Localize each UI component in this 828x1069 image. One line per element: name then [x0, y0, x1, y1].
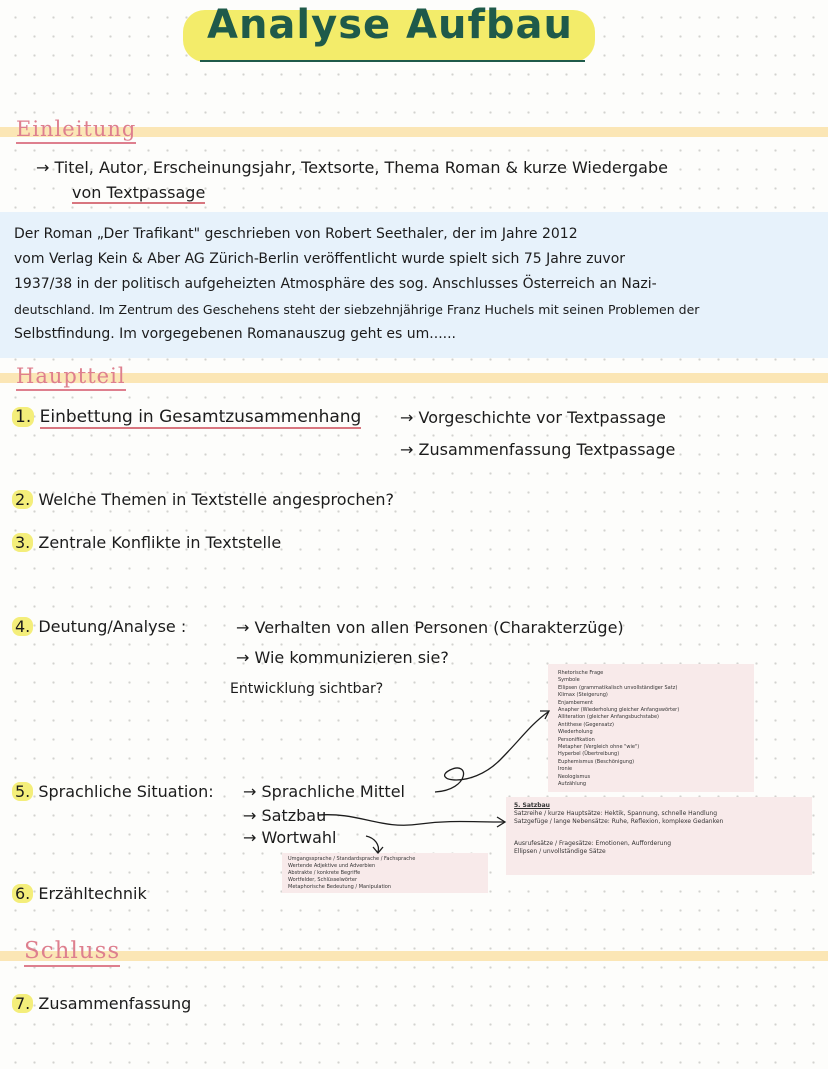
stilmittel-item: Enjambement — [558, 699, 593, 706]
item-5-sub-1: → Sprachliche Mittel — [243, 782, 405, 801]
section-band-schluss — [0, 951, 828, 961]
einleitung-bullet: → Titel, Autor, Erscheinungsjahr, Textsorte, Thema Roman & kurze Wiedergabe — [36, 158, 668, 177]
section-heading-einleitung: Einleitung — [16, 117, 136, 144]
item-5-sub-2: → Satzbau — [243, 806, 327, 825]
stilmittel-item: Euphemismus (Beschönigung) — [558, 758, 635, 765]
stilmittel-item: Anapher (Wiederholung gleicher Anfangswörter) — [558, 707, 680, 714]
item-number: 7. — [12, 994, 33, 1013]
item-1-sub-1: → Vorgeschichte vor Textpassage — [400, 408, 666, 427]
stilmittel-item: Ellipsen (grammatikalisch unvollständiger Satz) — [558, 684, 678, 691]
arrow-to-satzbau — [318, 815, 504, 826]
stilmittel-item: Personifikation — [558, 736, 595, 743]
arrow-right-icon: → — [400, 440, 414, 459]
intro-line: vom Verlag Kein & Aber AG Zürich-Berlin veröffentlicht wurde spielt sich 75 Jahre zuvor — [14, 251, 626, 267]
item-5-sub-3: → Wortwahl — [243, 828, 337, 847]
stilmittel-item: Wiederholung — [558, 729, 593, 736]
item-number: 3. — [12, 533, 33, 552]
item-number: 6. — [12, 884, 33, 903]
hauptteil-item-6: 6. Erzähltechnik — [12, 884, 147, 903]
stilmittel-item: Rhetorische Frage — [558, 670, 604, 676]
intro-line: Der Roman „Der Trafikant" geschrieben von Robert Seethaler, der im Jahre 2012 — [14, 226, 578, 242]
stilmittel-item: Aufzählung — [558, 781, 587, 788]
arrow-right-icon: → — [36, 158, 50, 177]
stilmittel-item: Alliteration (gleicher Anfangsbuchstabe) — [558, 714, 659, 721]
arrow-to-wortwahl — [366, 836, 378, 852]
satzbau-note-title: 5. Satzbau — [514, 802, 550, 809]
hauptteil-item-2: 2. Welche Themen in Textstelle angesprochen? — [12, 490, 394, 509]
wortwahl-note-line: Metaphorische Bedeutung / Manipulation — [288, 884, 392, 890]
stilmittel-item: Klimax (Steigerung) — [558, 692, 608, 699]
wortwahl-note-line: Umgangssprache / Standardsprache / Fachsprache — [288, 856, 416, 862]
section-heading-schluss: Schluss — [24, 938, 120, 967]
schluss-item-7: 7. Zusammenfassung — [12, 994, 191, 1013]
satzbau-note-line: Ausrufesätze / Fragesätze: Emotionen, Aufforderung — [514, 840, 672, 847]
intro-line: 1937/38 in der politisch aufgeheizten Atmosphäre des sog. Anschlusses Österreich an Nazi- — [14, 276, 657, 292]
arrow-right-icon: → — [243, 806, 257, 825]
item-number: 5. — [12, 782, 33, 801]
hauptteil-item-1: 1. Einbettung in Gesamtzusammenhang — [12, 407, 361, 427]
stilmittel-item: Antithese (Gegensatz) — [558, 721, 614, 728]
section-heading-hauptteil: Hauptteil — [16, 364, 126, 391]
arrow-to-stilmittel — [435, 712, 548, 792]
stilmittel-item: Hyperbel (Übertreibung) — [558, 751, 620, 758]
stilmittel-item: Metapher (Vergleich ohne "wie") — [558, 744, 640, 751]
intro-line: Selbstfindung. Im vorgegebenen Romanauszug geht es um...... — [14, 326, 456, 342]
item-4-sub-2: → Wie kommunizieren sie? — [236, 648, 449, 667]
arrow-right-icon: → — [400, 408, 414, 427]
wortwahl-note-line: Abstrakte / konkrete Begriffe — [288, 870, 361, 876]
page-title: Analyse Aufbau — [206, 2, 573, 48]
item-4-sub-3: Entwicklung sichtbar? — [230, 681, 384, 697]
stilmittel-item: Symbole — [558, 677, 580, 684]
stilmittel-item: Ironie — [558, 766, 573, 773]
arrow-right-icon: → — [243, 828, 257, 847]
stilmittel-item: Neologismus — [558, 773, 591, 780]
intro-line: deutschland. Im Zentrum des Geschehens steht der siebzehnjährige Franz Huchels mit seinen Problemen der — [14, 302, 700, 317]
satzbau-note-line: Ellipsen / unvollständige Sätze — [514, 848, 606, 855]
item-1-sub-2: → Zusammenfassung Textpassage — [400, 440, 676, 459]
arrow-right-icon: → — [236, 618, 250, 637]
wortwahl-note-line: Wertende Adjektive und Adverbien — [288, 863, 376, 869]
einleitung-bullet-cont: von Textpassage — [72, 183, 206, 202]
item-number: 1. — [12, 407, 34, 427]
arrow-right-icon: → — [236, 648, 250, 667]
satzbau-note-line: Satzreihe / kurze Hauptsätze: Hektik, Spannung, schnelle Handlung — [514, 810, 718, 817]
arrow-right-icon: → — [243, 782, 257, 801]
item-number: 2. — [12, 490, 33, 509]
wortwahl-note-line: Wortfelder, Schlüsselwörter — [288, 877, 358, 883]
hauptteil-item-4: 4. Deutung/Analyse : — [12, 617, 186, 636]
hauptteil-item-3: 3. Zentrale Konflikte in Textstelle — [12, 533, 281, 552]
satzbau-note-line: Satzgefüge / lange Nebensätze: Ruhe, Reflexion, komplexe Gedanken — [514, 818, 724, 825]
item-4-sub-1: → Verhalten von allen Personen (Charakterzüge) — [236, 618, 624, 637]
item-number: 4. — [12, 617, 33, 636]
hauptteil-item-5: 5. Sprachliche Situation: — [12, 782, 214, 801]
